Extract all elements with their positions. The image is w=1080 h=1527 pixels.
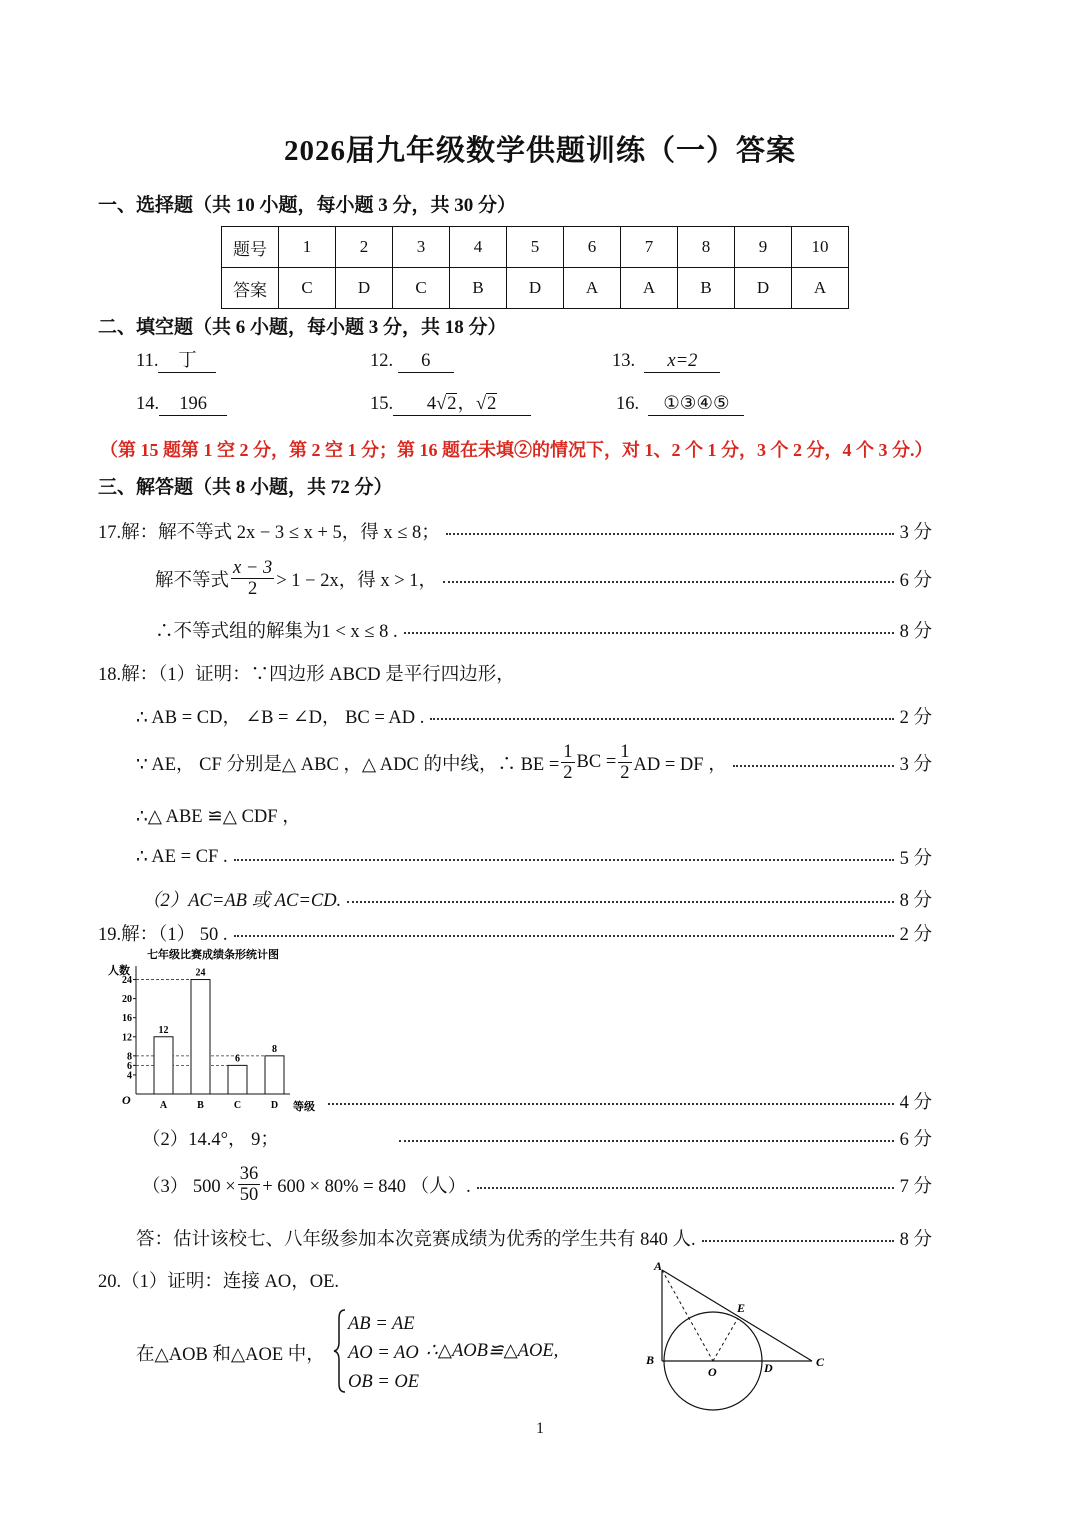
leader-dots: [702, 1240, 894, 1242]
data-label: 6: [235, 1053, 240, 1065]
leader-dots: [404, 632, 894, 634]
fraction-denominator: 50: [239, 1185, 259, 1205]
section1-heading: 一、选择题（共 10 小题，每小题 3 分，共 30 分）: [98, 195, 517, 216]
leader-dots: [430, 718, 893, 720]
sqrt-icon: √: [436, 394, 447, 414]
origin-label: O: [122, 1093, 131, 1107]
fraction-numerator: 36: [239, 1164, 259, 1184]
point-label: O: [708, 1365, 717, 1379]
table-cell: B: [450, 268, 507, 309]
q13: [612, 350, 720, 373]
table-cell: 10: [792, 227, 849, 268]
q18-line1: 18.解：（1）证明：∵四边形 ABCD 是平行四边形，: [98, 665, 515, 685]
category-label: A: [159, 1100, 168, 1111]
q15-radicand-1: 2: [447, 394, 457, 414]
table-row: [222, 268, 849, 309]
q18-line5: [136, 844, 932, 870]
table-cell: 1: [279, 227, 336, 268]
data-label: 8: [272, 1043, 277, 1055]
q17-line2: [155, 558, 932, 599]
q17-line3: [155, 617, 932, 643]
q11-answer: 丁: [158, 350, 216, 373]
brace-icon: [332, 1308, 348, 1394]
q19-line4: [136, 1225, 932, 1251]
fraction: [618, 742, 631, 783]
table-cell: 5: [507, 227, 564, 268]
equation: AB = AE: [348, 1314, 415, 1334]
segment-ao: [662, 1270, 713, 1361]
leader-dots: [446, 533, 894, 535]
q18-line3: [136, 742, 932, 783]
point-label: D: [764, 1361, 773, 1375]
q15-coef: 4: [426, 394, 437, 414]
points-label: 4 分: [899, 1093, 932, 1113]
q17-text1: 17.解：解不等式 2x − 3 ≤ x + 5，得 x ≤ 8；: [98, 523, 440, 543]
x-axis-label: 等级: [293, 1100, 315, 1113]
y-axis-label: 人数: [108, 964, 130, 977]
section2-heading: 二、填空题（共 6 小题，每小题 3 分，共 18 分）: [98, 317, 507, 338]
section3-heading: 三、解答题（共 8 小题，共 72 分）: [98, 477, 393, 498]
leader-dots: [234, 859, 894, 861]
q19-text4: 答：估计该校七、八年级参加本次竞赛成绩为优秀的学生共有 840 人.: [136, 1230, 696, 1250]
q12-answer: 6: [398, 350, 454, 373]
y-tick-label: 6: [127, 1060, 132, 1072]
fraction-denominator: 2: [247, 579, 258, 599]
q18-text3-mid: BC =: [576, 752, 617, 772]
data-label: 12: [158, 1024, 169, 1036]
point-label: B: [646, 1353, 655, 1367]
q13-number: 13.: [612, 351, 636, 371]
bar: [154, 1037, 173, 1094]
points-label: 7 分: [899, 1176, 932, 1197]
fraction: [231, 558, 274, 599]
table-cell: D: [735, 268, 792, 309]
fraction-numerator: x − 3: [233, 558, 273, 578]
q20-line2: 在△AOB 和△AOE 中，: [136, 1345, 325, 1365]
table-cell: 6: [564, 227, 621, 268]
leader-dots: [733, 765, 894, 767]
points-label: 8 分: [899, 891, 932, 911]
table-cell: A: [792, 268, 849, 309]
q17-text2-post: > 1 − 2x，得 x > 1，: [276, 570, 438, 591]
category-label: B: [197, 1100, 204, 1111]
q19-text3-pre: （3） 500 ×: [142, 1176, 236, 1197]
point-label: C: [816, 1355, 825, 1369]
q18-line2: [136, 703, 932, 729]
q15-number: 15.: [370, 394, 394, 414]
q15: [370, 393, 531, 416]
fraction-denominator: 2: [620, 763, 630, 783]
q14: [136, 393, 227, 416]
fraction-numerator: 1: [620, 742, 630, 762]
segment-oe: [713, 1318, 738, 1361]
leader-dots: [443, 581, 894, 583]
point-label: A: [654, 1259, 663, 1273]
q19-text1: 19.解：（1） 50 .: [98, 925, 228, 945]
page-title: 2026届九年级数学供题训练（一）答案: [283, 135, 796, 167]
table-header-cell: 答案: [222, 268, 279, 309]
leader-dots: [234, 935, 894, 937]
leader-dots: [477, 1187, 894, 1189]
q12-number: 12.: [370, 351, 394, 371]
data-label: 24: [195, 967, 206, 979]
q17-text3: ∴不等式组的解集为1 < x ≤ 8 .: [155, 622, 398, 642]
y-tick-label: 4: [127, 1070, 132, 1082]
q16: [616, 393, 744, 416]
q17-text2-pre: 解不等式: [155, 570, 230, 591]
q14-answer: 196: [159, 393, 227, 416]
chart-title: 七年级比赛成绩条形统计图: [147, 948, 279, 961]
table-cell: A: [564, 268, 621, 309]
page-number: 1: [536, 1420, 544, 1437]
table-cell: C: [393, 268, 450, 309]
y-tick-label: 24: [122, 975, 132, 987]
q18-text6: （2）AC=AB 或 AC=CD.: [142, 891, 342, 911]
bar: [228, 1065, 247, 1094]
table-cell: 9: [735, 227, 792, 268]
points-label: 3 分: [899, 523, 932, 543]
q18-text3-pre: ∵ AE， CF 分别是△ ABC ，△ ADC 的中线，∴ BE =: [136, 754, 560, 775]
q14-number: 14.: [136, 394, 160, 414]
table-cell: 2: [336, 227, 393, 268]
q13-answer: x=2: [644, 350, 720, 373]
category-label: C: [233, 1100, 242, 1111]
points-label: 8 分: [899, 622, 932, 642]
q19-text2: （2）14.4°， 9；: [142, 1130, 279, 1150]
q19-text3-post: + 600 × 80% = 840 （人）.: [262, 1176, 471, 1197]
scoring-note: （第 15 题第 1 空 2 分，第 2 空 1 分；第 16 题在未填②的情况下，对 1、2 个 1 分，3 个 2 分，4 个 3 分.）: [100, 440, 933, 460]
fraction: [238, 1164, 261, 1205]
table-header-cell: 题号: [222, 227, 279, 268]
table-cell: A: [621, 268, 678, 309]
q15-radicand-2: 2: [487, 394, 497, 414]
leader-dots: [328, 1103, 894, 1105]
segment-ac: [662, 1270, 812, 1361]
bar: [191, 980, 210, 1094]
points-label: 6 分: [899, 1130, 932, 1150]
q19-line3: [142, 1164, 932, 1205]
q17-line1: [98, 518, 932, 544]
table-cell: C: [279, 268, 336, 309]
bar-chart: [100, 942, 330, 1117]
points-label: 2 分: [899, 708, 932, 728]
table-cell: 3: [393, 227, 450, 268]
fraction-numerator: 1: [563, 742, 573, 762]
fraction-denominator: 2: [563, 763, 573, 783]
y-tick-label: 20: [122, 994, 132, 1006]
q18-text2: ∴ AB = CD， ∠B = ∠D， BC = AD .: [136, 708, 425, 728]
q18-line6: [142, 886, 932, 912]
table-cell: 4: [450, 227, 507, 268]
table-cell: B: [678, 268, 735, 309]
leader-dots: [347, 901, 893, 903]
y-tick-label: 16: [122, 1013, 132, 1025]
leader-dots: [399, 1140, 894, 1142]
q11-number: 11.: [136, 351, 159, 371]
y-tick-label: 8: [127, 1051, 132, 1063]
choice-answer-table: [221, 226, 849, 309]
geometry-figure: [640, 1258, 840, 1418]
q20-conclusion: ∴△AOB≌△AOE,: [426, 1341, 559, 1361]
bar: [265, 1056, 284, 1094]
table-cell: D: [507, 268, 564, 309]
points-label: 6 分: [899, 570, 932, 591]
points-label: 8 分: [899, 1230, 932, 1250]
points-label: 3 分: [899, 754, 932, 775]
points-label: 5 分: [899, 849, 932, 869]
equation: OB = OE: [348, 1372, 420, 1392]
equation: AO = AO: [348, 1343, 419, 1363]
q12: [370, 350, 454, 373]
point-label: E: [737, 1301, 746, 1315]
q19-chart-line: [322, 1088, 932, 1114]
q16-answer: ①③④⑤: [648, 393, 744, 416]
equation-system: [348, 1310, 419, 1397]
q18-line4: ∴△ ABE ≌△ CDF ，: [136, 807, 301, 827]
q16-number: 16.: [616, 394, 640, 414]
q20-line1: 20.（1）证明：连接 AO，OE.: [98, 1272, 340, 1292]
table-cell: 8: [678, 227, 735, 268]
sqrt-icon: √: [476, 394, 487, 414]
q18-text3-post: AD = DF ，: [633, 754, 727, 775]
q11: [136, 350, 216, 373]
q15-answer: 4√2，√2: [393, 393, 531, 416]
q19-line2: [142, 1125, 932, 1151]
points-label: 2 分: [899, 925, 932, 945]
fraction: [561, 742, 574, 783]
q18-text5: ∴ AE = CF .: [136, 847, 228, 867]
table-row: [222, 227, 849, 268]
table-cell: 7: [621, 227, 678, 268]
table-cell: D: [336, 268, 393, 309]
category-label: D: [270, 1100, 279, 1111]
y-tick-label: 12: [122, 1032, 132, 1044]
